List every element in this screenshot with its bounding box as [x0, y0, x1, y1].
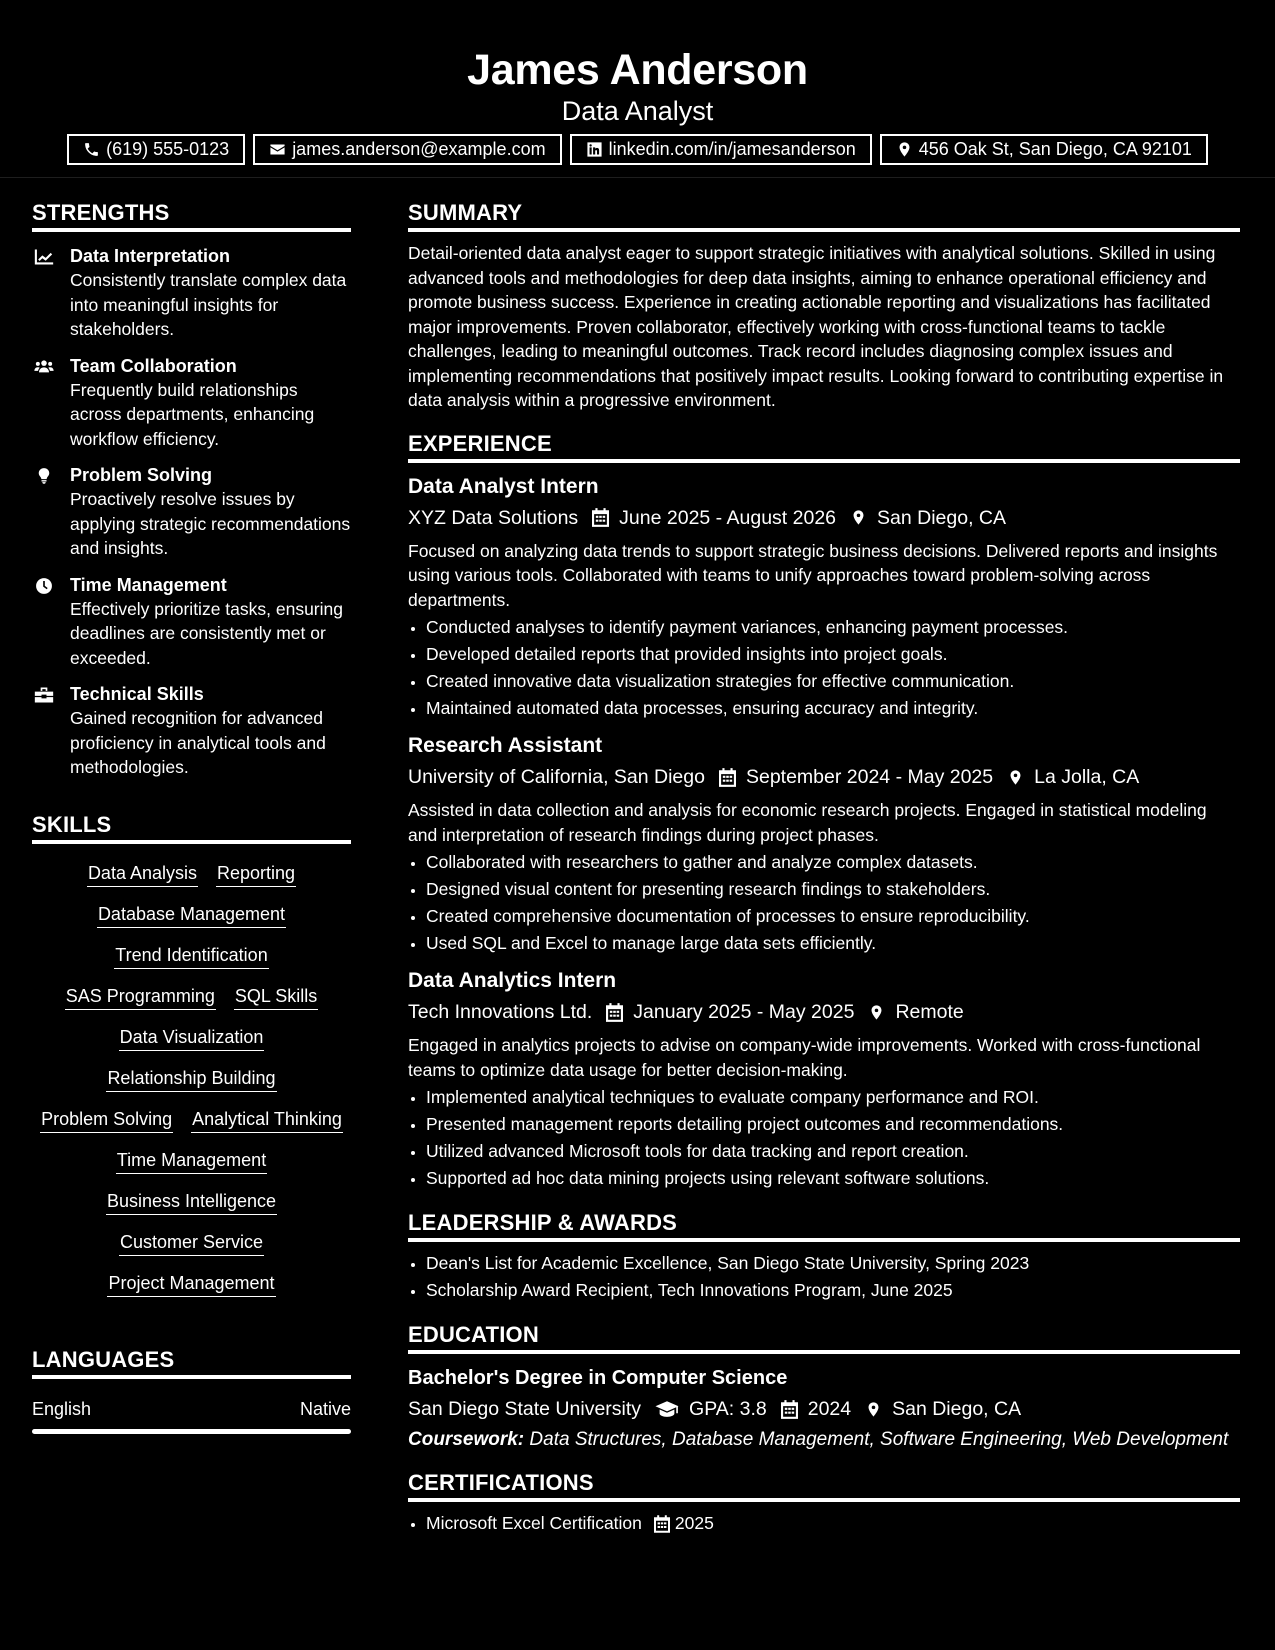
strengths-heading: STRENGTHS [32, 198, 351, 232]
education-heading: EDUCATION [408, 1320, 1240, 1354]
strength-item [32, 573, 351, 671]
coursework [408, 1428, 1240, 1452]
strength-desc: Proactively resolve issues by applying strategic recommendations and insights. [70, 489, 351, 558]
language-level: Native [299, 1398, 351, 1419]
job-dates: January 2025 - May 2025 [633, 1001, 855, 1023]
education-meta [408, 1394, 1240, 1424]
users-icon [34, 358, 54, 376]
job-bullets [408, 614, 1240, 722]
certifications-section [408, 1468, 1240, 1537]
summary-text: Detail-oriented data analyst eager to support strategic initiatives with analytical solutions. Skilled in using advanced tools and methodologies for deep data insights, aiming to enhance operational efficiency and promote business success. Experience in creating actionable reporting and visualizations has facilitated major improvements. Proven collaborator, effectively working with cross-functional teams to tackle challenges, leading to meaningful outcomes. Track record includes diagnosing complex issues and implementing recommendations that positively impact results. Looking forward to contributing expertise in data analysis within a progressive environment. [408, 243, 1224, 410]
skill-tag: Database Management [97, 901, 286, 928]
contact-address[interactable] [880, 134, 1208, 165]
strength-item [32, 682, 351, 780]
school-location: San Diego, CA [892, 1398, 1022, 1420]
job-dates: September 2024 - May 2025 [745, 766, 994, 788]
contact-linkedin-text: linkedin.com/in/jamesanderson [608, 139, 856, 159]
clock-icon [34, 577, 54, 595]
certifications-list [408, 1510, 1240, 1537]
leadership-section [408, 1208, 1240, 1304]
job-meta [408, 997, 1240, 1027]
map-pin-icon [1007, 768, 1024, 787]
certification-name: • Microsoft Excel Certification [426, 1513, 642, 1533]
strength-desc: Effectively prioritize tasks, ensuring deadlines are consistently met or exceeded. [70, 598, 343, 668]
list-item: • Used SQL and Excel to manage large data sets efficiently. [426, 930, 1240, 957]
toolbox-icon [34, 686, 54, 704]
language-proficiency-bar [32, 1429, 351, 1434]
calendar-icon [654, 1515, 670, 1533]
chart-line-icon [34, 248, 54, 266]
calendar-icon [781, 1400, 798, 1419]
strength-item [32, 244, 351, 342]
calendar-icon [719, 768, 736, 787]
job-entry [408, 967, 1240, 1192]
leadership-heading: LEADERSHIP & AWARDS [408, 1208, 1240, 1242]
resume-header [0, 0, 1275, 178]
linkedin-icon [586, 141, 603, 158]
strength-title: Team Collaboration [70, 355, 237, 376]
skill-tag: SQL Skills [234, 983, 318, 1010]
job-location: La Jolla, CA [1034, 766, 1140, 788]
job-description: Engaged in analytics projects to advise on company-wide improvements. Worked with cross-functional teams to optimize data usage for better decision-making. [408, 1035, 1201, 1080]
graduation-cap-icon [655, 1400, 679, 1419]
contact-phone-text: (619) 555-0123 [106, 139, 230, 159]
list-item [426, 1510, 1240, 1537]
strength-title: Technical Skills [70, 684, 204, 704]
skill-tag: Business Intelligence [106, 1188, 277, 1215]
calendar-icon [606, 1003, 623, 1022]
contact-email-text: james.anderson@example.com [292, 139, 546, 159]
candidate-name: James Anderson [467, 46, 808, 94]
list-item: • Scholarship Award Recipient, Tech Innovations Program, June 2025 [426, 1277, 1240, 1304]
degree-title: Bachelor's Degree in Computer Science [408, 1367, 788, 1389]
strength-desc: Gained recognition for advanced proficiency in analytical tools and methodologies. [70, 708, 326, 777]
job-description: Assisted in data collection and analysis for economic research projects. Engaged in statistical modeling and interpretation of research findings during project phases. [408, 800, 1207, 845]
list-item: • Dean's List for Academic Excellence, San Diego State University, Spring 2023 [426, 1250, 1240, 1277]
skill-tag: Project Management [107, 1270, 275, 1297]
school-name: San Diego State University [408, 1398, 642, 1420]
lightbulb-icon [34, 467, 54, 485]
left-column [32, 198, 351, 1434]
envelope-icon [269, 141, 286, 158]
language-name: English [32, 1398, 92, 1419]
job-company: Tech Innovations Ltd. [408, 1001, 593, 1023]
list-item: • Collaborated with researchers to gather and analyze complex datasets. [426, 849, 1240, 876]
contact-email[interactable] [253, 134, 561, 165]
strength-item [32, 354, 351, 452]
right-column [408, 198, 1240, 1537]
job-dates: June 2025 - August 2026 [619, 506, 837, 529]
list-item: • Implemented analytical techniques to evaluate company performance and ROI. [426, 1084, 1240, 1111]
skill-tag: Reporting [216, 860, 296, 887]
skill-tag: SAS Programming [65, 983, 216, 1010]
job-meta [408, 503, 1240, 533]
skill-tag: Data Visualization [119, 1024, 265, 1051]
job-company: University of California, San Diego [408, 766, 705, 788]
contact-address-text: 456 Oak St, San Diego, CA 92101 [918, 139, 1192, 159]
list-item: • Created innovative data visualization strategies for effective communication. [426, 668, 1240, 695]
job-meta [408, 762, 1240, 792]
skills-heading: SKILLS [32, 810, 351, 844]
list-item: • Maintained automated data processes, ensuring accuracy and integrity. [426, 695, 1240, 722]
list-item: • Conducted analyses to identify payment variances, enhancing payment processes. [426, 614, 1240, 641]
job-location: Remote [895, 1001, 964, 1023]
strength-title: Problem Solving [70, 465, 213, 485]
map-pin-icon [865, 1400, 882, 1419]
experience-heading: EXPERIENCE [408, 429, 1240, 463]
skill-tag: Problem Solving [40, 1106, 173, 1133]
strength-desc: Frequently build relationships across departments, enhancing workflow efficiency. [70, 379, 315, 449]
strength-desc: Consistently translate complex data into meaningful insights for stakeholders. [70, 270, 347, 339]
job-title: Data Analyst Intern [408, 474, 599, 498]
graduation-year: 2024 [807, 1398, 852, 1420]
contact-phone[interactable] [67, 134, 245, 165]
contact-bar [0, 134, 1275, 165]
list-item: • Created comprehensive documentation of processes to ensure reproducibility. [426, 903, 1240, 930]
skills-list [32, 860, 351, 1297]
job-location: San Diego, CA [877, 506, 1007, 529]
list-item: • Presented management reports detailing project outcomes and recommendations. [426, 1111, 1240, 1138]
summary-heading: SUMMARY [408, 198, 1240, 232]
candidate-title: Data Analyst [561, 96, 714, 126]
job-bullets [408, 1084, 1240, 1192]
languages-heading: LANGUAGES [32, 1345, 351, 1379]
coursework-label: Coursework: [408, 1429, 525, 1450]
list-item: • Developed detailed reports that provided insights into project goals. [426, 641, 1240, 668]
strengths-list [32, 244, 351, 780]
list-item: • Utilized advanced Microsoft tools for data tracking and report creation. [426, 1138, 1240, 1165]
job-title: Data Analytics Intern [408, 969, 617, 992]
skill-tag: Relationship Building [106, 1065, 276, 1092]
job-title: Research Assistant [408, 734, 603, 757]
experience-section [408, 429, 1240, 1193]
skill-tag: Trend Identification [114, 942, 268, 969]
education-section [408, 1320, 1240, 1452]
languages-section [32, 1345, 351, 1434]
coursework-list: Data Structures, Database Management, Software Engineering, Web Development [529, 1429, 1229, 1450]
strength-item [32, 463, 351, 561]
job-description: Focused on analyzing data trends to support strategic business decisions. Delivered reports and insights using various tools. Collaborated with teams to unify approaches toward problem-solving across departments. [408, 540, 1218, 610]
skills-section [32, 810, 351, 1297]
list-item: • Designed visual content for presenting research findings to stakeholders. [426, 876, 1240, 903]
map-pin-icon [868, 1003, 885, 1022]
map-pin-icon [850, 508, 867, 527]
job-entry [408, 732, 1240, 957]
contact-linkedin[interactable] [570, 134, 872, 165]
skill-tag: Data Analysis [87, 860, 198, 887]
job-bullets [408, 849, 1240, 957]
calendar-icon [592, 508, 609, 527]
gpa: GPA: 3.8 [689, 1398, 767, 1420]
map-pin-icon [896, 141, 913, 158]
skill-tag: Customer Service [119, 1229, 264, 1256]
summary-section [408, 198, 1240, 413]
certification-year: 2025 [674, 1513, 714, 1533]
list-item: • Supported ad hoc data mining projects using relevant software solutions. [426, 1165, 1240, 1192]
job-entry [408, 473, 1240, 723]
skill-tag: Time Management [116, 1147, 267, 1174]
skill-tag: Analytical Thinking [191, 1106, 343, 1133]
job-company: XYZ Data Solutions [408, 506, 579, 529]
certifications-heading: CERTIFICATIONS [408, 1468, 1240, 1502]
language-row [32, 1397, 351, 1421]
leadership-list [408, 1250, 1240, 1304]
strength-title: Data Interpretation [70, 246, 231, 266]
strength-title: Time Management [70, 574, 227, 595]
phone-icon [83, 141, 100, 158]
